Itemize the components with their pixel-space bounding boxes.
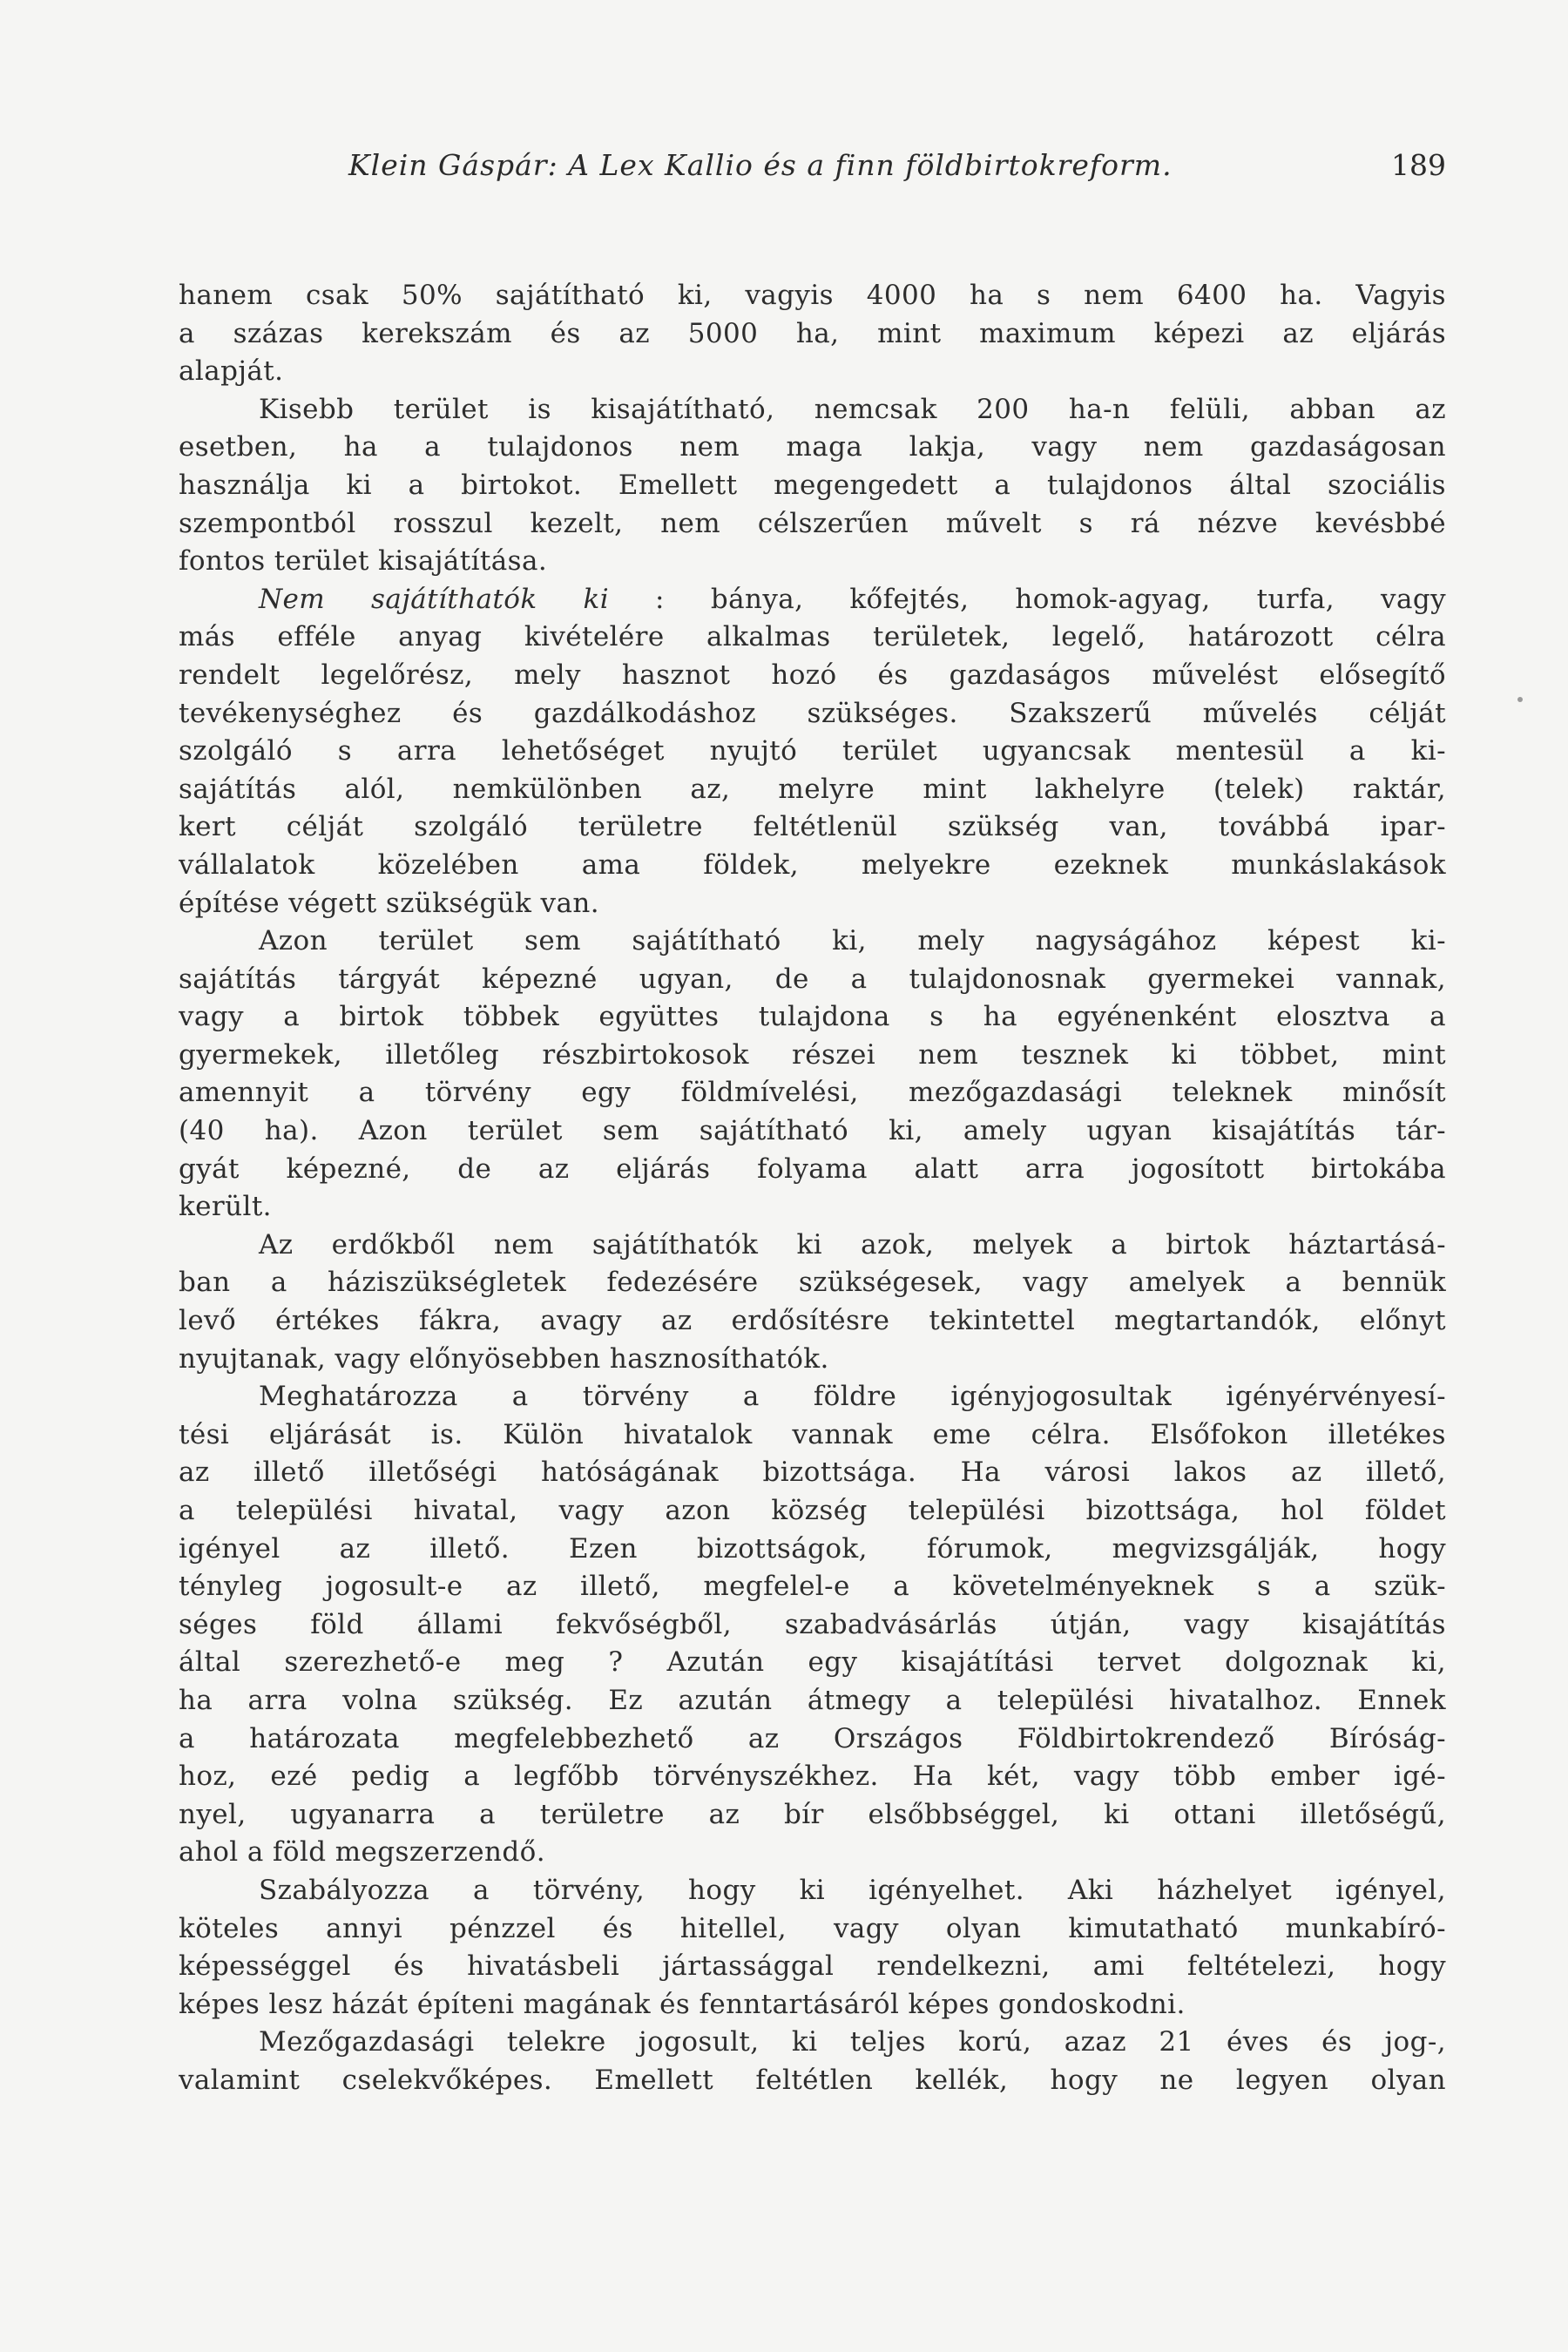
text-line: Mezőgazdasági telekre jogosult, ki teljes korú, azaz 21 éves és jog-, [259,2026,1446,2058]
text-line: építése végett szükségük van. [179,887,599,919]
text-line: tési eljárását is. Külön hivatalok vannak eme célra. Elsőfokon illetékes [179,1418,1446,1450]
text-line: Nem sajátíthatók ki : bánya, kőfejtés, homok-agyag, turfa, vagy [259,583,1446,615]
text-line: a százas kerekszám és az 5000 ha, mint maximum képezi az eljárás [179,317,1446,349]
text-line: szempontból rosszul kezelt, nem célszerűen művelt s rá nézve kevésbbé [179,507,1446,539]
text-line: képes lesz házát építeni magának és fenntartásáról képes gondoskodni. [179,1988,1186,2020]
text-line: séges föld állami fekvőségből, szabadvásárlás útján, vagy kisajátítás [179,1608,1446,1640]
text-line: más efféle anyag kivételére alkalmas területek, legelő, határozott célra [179,621,1446,653]
text-line: vállalatok közelében ama földek, melyekre ezeknek munkáslakások [179,848,1446,881]
text-line: sajátítás tárgyát képezné ugyan, de a tulajdonosnak gyermekei vannak, [179,963,1446,995]
text-line: hoz, ezé pedig a legfőbb törvényszékhez. Ha két, vagy több ember igé- [179,1761,1446,1793]
running-header [174,148,1446,200]
text-line: tevékenységhez és gazdálkodáshoz szükséges. Szakszerű művelés célját [179,697,1446,729]
text-line: képességgel és hivatásbeli jártassággal rendelkezni, ami feltételezi, hogy [179,1950,1446,1983]
text-line: az illető illetőségi hatóságának bizottsága. Ha városi lakos az illető, [179,1456,1446,1489]
text-line: vagy a birtok többek együttes tulajdona s ha egyénenként elosztva a [179,1001,1446,1033]
text-line: ahol a föld megszerzendő. [179,1836,545,1869]
text-line: kert célját szolgáló területre feltétlenül szükség van, továbbá ipar- [179,811,1446,843]
text-line: Az erdőkből nem sajátíthatók ki azok, melyek a birtok háztartásá- [259,1228,1446,1260]
text-line: nyel, ugyanarra a területre az bír elsőbbséggel, ki ottani illetőségű, [179,1798,1446,1830]
text-line: köteles annyi pénzzel és hitellel, vagy olyan kimutatható munkabíró- [179,1912,1446,1944]
text-line: ban a háziszükségletek fedezésére szükségesek, vagy amelyek a bennük [179,1267,1446,1299]
text-line: Meghatározza a törvény a földre igényjogosultak igényérvényesí- [259,1381,1446,1413]
text-line: szolgáló s arra lehetőséget nyujtó terület ugyancsak mentesül a ki- [179,735,1446,767]
text-line: került. [179,1191,272,1223]
text-line: a határozata megfelebbezhető az Országos Földbirtokrendező Bíróság- [179,1722,1446,1754]
body-text [179,277,1446,2100]
running-title: Klein Gáspár: A Lex Kallio és a finn földbirtokreform. [348,148,1173,182]
text-line: Kisebb terület is kisajátítható, nemcsak 200 ha-n felüli, abban az [259,393,1446,425]
text-line: hanem csak 50% sajátítható ki, vagyis 4000 ha s nem 6400 ha. Vagyis [179,280,1446,311]
text-line: Azon terület sem sajátítható ki, mely nagyságához képest ki- [259,925,1446,957]
text-line: igényel az illető. Ezen bizottságok, fórumok, megvizsgálják, hogy [179,1532,1446,1565]
text-line: által szerezhető-e meg ? Azután egy kisajátítási tervet dolgoznak ki, [179,1646,1446,1679]
text-line: nyujtanak, vagy előnyösebben hasznosíthatók. [179,1342,829,1375]
text-line: ha arra volna szükség. Ez azután átmegy a települési hivatalhoz. Ennek [179,1684,1446,1716]
text-line: gyát képezné, de az eljárás folyama alatt arra jogosított birtokába [179,1152,1446,1185]
print-speck [1517,697,1523,702]
page-number: 189 [1391,148,1446,182]
text-line: tényleg jogosult-e az illető, megfelel-e a követelményeknek s a szük- [179,1571,1446,1603]
text-line: valamint cselekvőképes. Emellett feltétlen kellék, hogy ne legyen olyan [179,2064,1446,2096]
text-line: esetben, ha a tulajdonos nem maga lakja, vagy nem gazdaságosan [179,431,1446,463]
text-line: használja ki a birtokot. Emellett megengedett a tulajdonos által szociális [179,469,1446,501]
text-line: levő értékes fákra, avagy az erdősítésre tekintettel megtartandók, előnyt [179,1305,1446,1337]
text-line: a települési hivatal, vagy azon község települési bizottsága, hol földet [179,1495,1446,1526]
text-line: Szabályozza a törvény, hogy ki igényelhet. Aki házhelyet igényel, [259,1874,1446,1906]
text-line: sajátítás alól, nemkülönben az, melyre mint lakhelyre (telek) raktár, [179,773,1446,805]
text-line: (40 ha). Azon terület sem sajátítható ki, amely ugyan kisajátítás tár- [179,1115,1446,1147]
text-line: gyermekek, illetőleg részbirtokosok részei nem tesznek ki többet, mint [179,1038,1446,1071]
text-line: fontos terület kisajátítása. [179,545,548,578]
text-line: alapját. [179,355,284,388]
text-line: rendelt legelőrész, mely hasznot hozó és gazdaságos művelést elősegítő [179,659,1446,691]
text-line: amennyit a törvény egy földmívelési, mezőgazdasági teleknek minősít [179,1077,1446,1109]
